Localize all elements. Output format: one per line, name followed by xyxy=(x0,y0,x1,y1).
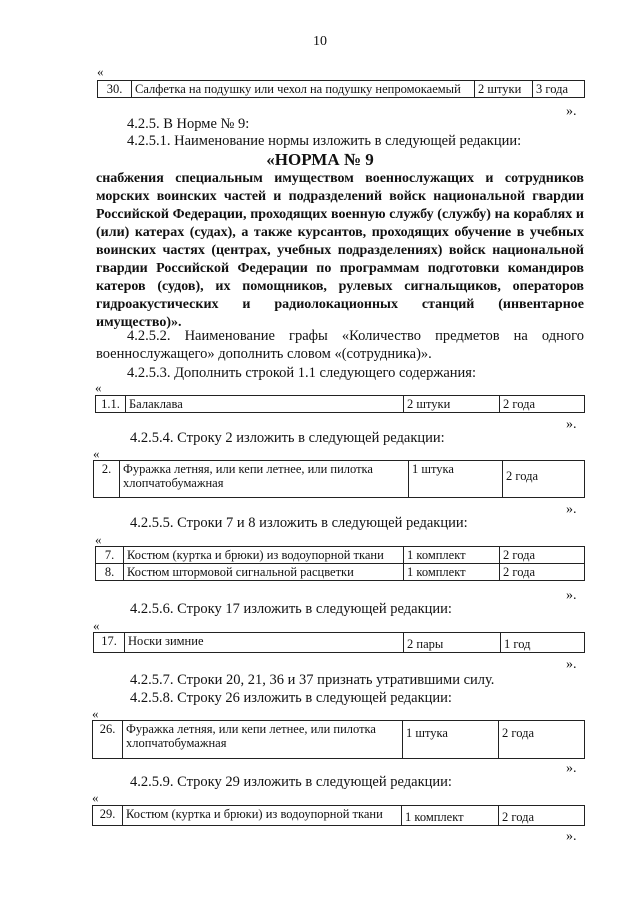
item-term: 2 года xyxy=(503,548,535,562)
table-row-26 xyxy=(92,720,585,759)
quote-open: « xyxy=(92,706,99,721)
page-number: 10 xyxy=(313,34,327,49)
row-number: 30. xyxy=(98,81,132,97)
paragraph-4-2-5-1: 4.2.5.1. Наименование нормы изложить в следующей редакции: xyxy=(127,133,522,149)
quote-open: « xyxy=(93,446,100,461)
paragraph-4-2-5-3: 4.2.5.3. Дополнить строкой 1.1 следующего содержания: xyxy=(127,365,476,381)
paragraph-4-2-5-9: 4.2.5.9. Строку 29 изложить в следующей редакции: xyxy=(130,774,452,790)
item-term: 2 года xyxy=(503,565,535,579)
quote-close: ». xyxy=(566,502,577,517)
paragraph-4-2-5-2-line2: военнослужащего» дополнить словом «(сотрудника)». xyxy=(96,346,432,362)
table-row xyxy=(96,396,584,412)
item-term: 2 года xyxy=(503,397,535,411)
quote-close: ». xyxy=(566,417,577,432)
paragraph-4-2-5-6: 4.2.5.6. Строку 17 изложить в следующей редакции: xyxy=(130,601,452,617)
item-term: 2 года xyxy=(502,810,534,824)
paragraph-4-2-5-7: 4.2.5.7. Строки 20, 21, 36 и 37 признать утратившими силу. xyxy=(130,672,495,688)
item-quantity: 2 штуки xyxy=(475,81,533,97)
item-name: Костюм штормовой сигнальной расцветки xyxy=(124,564,404,580)
row-number: 8. xyxy=(96,564,124,580)
paragraph-4-2-5-4: 4.2.5.4. Строку 2 изложить в следующей редакции: xyxy=(130,430,445,446)
row-number: 2. xyxy=(94,461,120,497)
item-quantity: 1 комплект xyxy=(404,564,500,580)
quote-close: ». xyxy=(566,588,577,603)
table-row-2 xyxy=(93,460,585,498)
table-row-17 xyxy=(93,632,585,653)
quote-open: « xyxy=(95,532,102,547)
item-name: Костюм (куртка и брюки) из водоупорной ткани xyxy=(123,806,402,825)
item-quantity: 2 пары xyxy=(404,633,501,652)
table-rows-7-8 xyxy=(95,546,585,581)
table-row xyxy=(98,81,584,97)
table-row xyxy=(93,721,584,758)
quote-open: « xyxy=(97,64,104,79)
item-quantity: 1 комплект xyxy=(402,806,499,825)
paragraph-4-2-5-2-line1: 4.2.5.2. Наименование графы «Количество предметов на одного xyxy=(127,328,584,344)
quote-open: « xyxy=(93,618,100,633)
norm-description xyxy=(96,170,584,332)
item-name: Салфетка на подушку или чехол на подушку непромокаемый xyxy=(132,81,475,97)
row-number: 7. xyxy=(96,547,124,563)
table-row xyxy=(96,564,584,580)
quote-close: ». xyxy=(566,761,577,776)
item-name: Костюм (куртка и брюки) из водоупорной ткани xyxy=(124,547,404,563)
item-quantity: 1 комплект xyxy=(404,547,500,563)
item-name: Носки зимние xyxy=(125,633,404,652)
quote-open: « xyxy=(92,790,99,805)
item-term: 2 года xyxy=(502,726,534,740)
row-number: 26. xyxy=(93,721,123,758)
item-quantity: 2 штуки xyxy=(404,396,500,412)
row-number: 17. xyxy=(94,633,125,652)
item-name: Балаклава xyxy=(126,396,404,412)
table-row xyxy=(96,547,584,564)
norm-description-text: снабжения специальным имуществом военнослужащих и сотрудников морских воинских частей и подразделений войск национальной гвардии Российской Федерации, проходящих военную службу (службу) на кораблях и (или) катерах (судах), а также курсантов, проходящих обучение в учебных воинских частях (центрах, учебных подразделениях) войск национальной гвардии Российской Федерации по программам подготовки командиров катеров (судов), их помощников, рулевых сигнальщиков, операторов гидроакустических и радиолокационных станций (инвентарное имущество)». xyxy=(96,171,584,330)
item-quantity: 1 штука xyxy=(409,461,503,497)
paragraph-4-2-5: 4.2.5. В Норме № 9: xyxy=(127,116,250,132)
quote-close: ». xyxy=(566,104,577,119)
row-number: 29. xyxy=(93,806,123,825)
item-term: 1 год xyxy=(504,637,531,651)
paragraph-4-2-5-5: 4.2.5.5. Строки 7 и 8 изложить в следующей редакции: xyxy=(130,515,468,531)
item-term: 3 года xyxy=(536,82,568,96)
quote-close: ». xyxy=(566,657,577,672)
item-name: Фуражка летняя, или кепи летнее, или пилотка хлопчатобумажная xyxy=(120,461,409,497)
table-row xyxy=(93,806,584,825)
item-name: Фуражка летняя, или кепи летнее, или пилотка хлопчатобумажная xyxy=(123,721,403,758)
table-row xyxy=(94,633,584,652)
table-row-29 xyxy=(92,805,585,826)
row-number: 1.1. xyxy=(96,396,126,412)
quote-open: « xyxy=(95,380,102,395)
item-quantity: 1 штука xyxy=(403,721,499,758)
table-row-1-1 xyxy=(95,395,585,413)
table-row xyxy=(94,461,584,497)
paragraph-4-2-5-8: 4.2.5.8. Строку 26 изложить в следующей редакции: xyxy=(130,690,452,706)
table-row-30 xyxy=(97,80,585,98)
quote-close: ». xyxy=(566,829,577,844)
item-term: 2 года xyxy=(506,469,538,483)
norm-title: «НОРМА № 9 xyxy=(266,150,374,169)
